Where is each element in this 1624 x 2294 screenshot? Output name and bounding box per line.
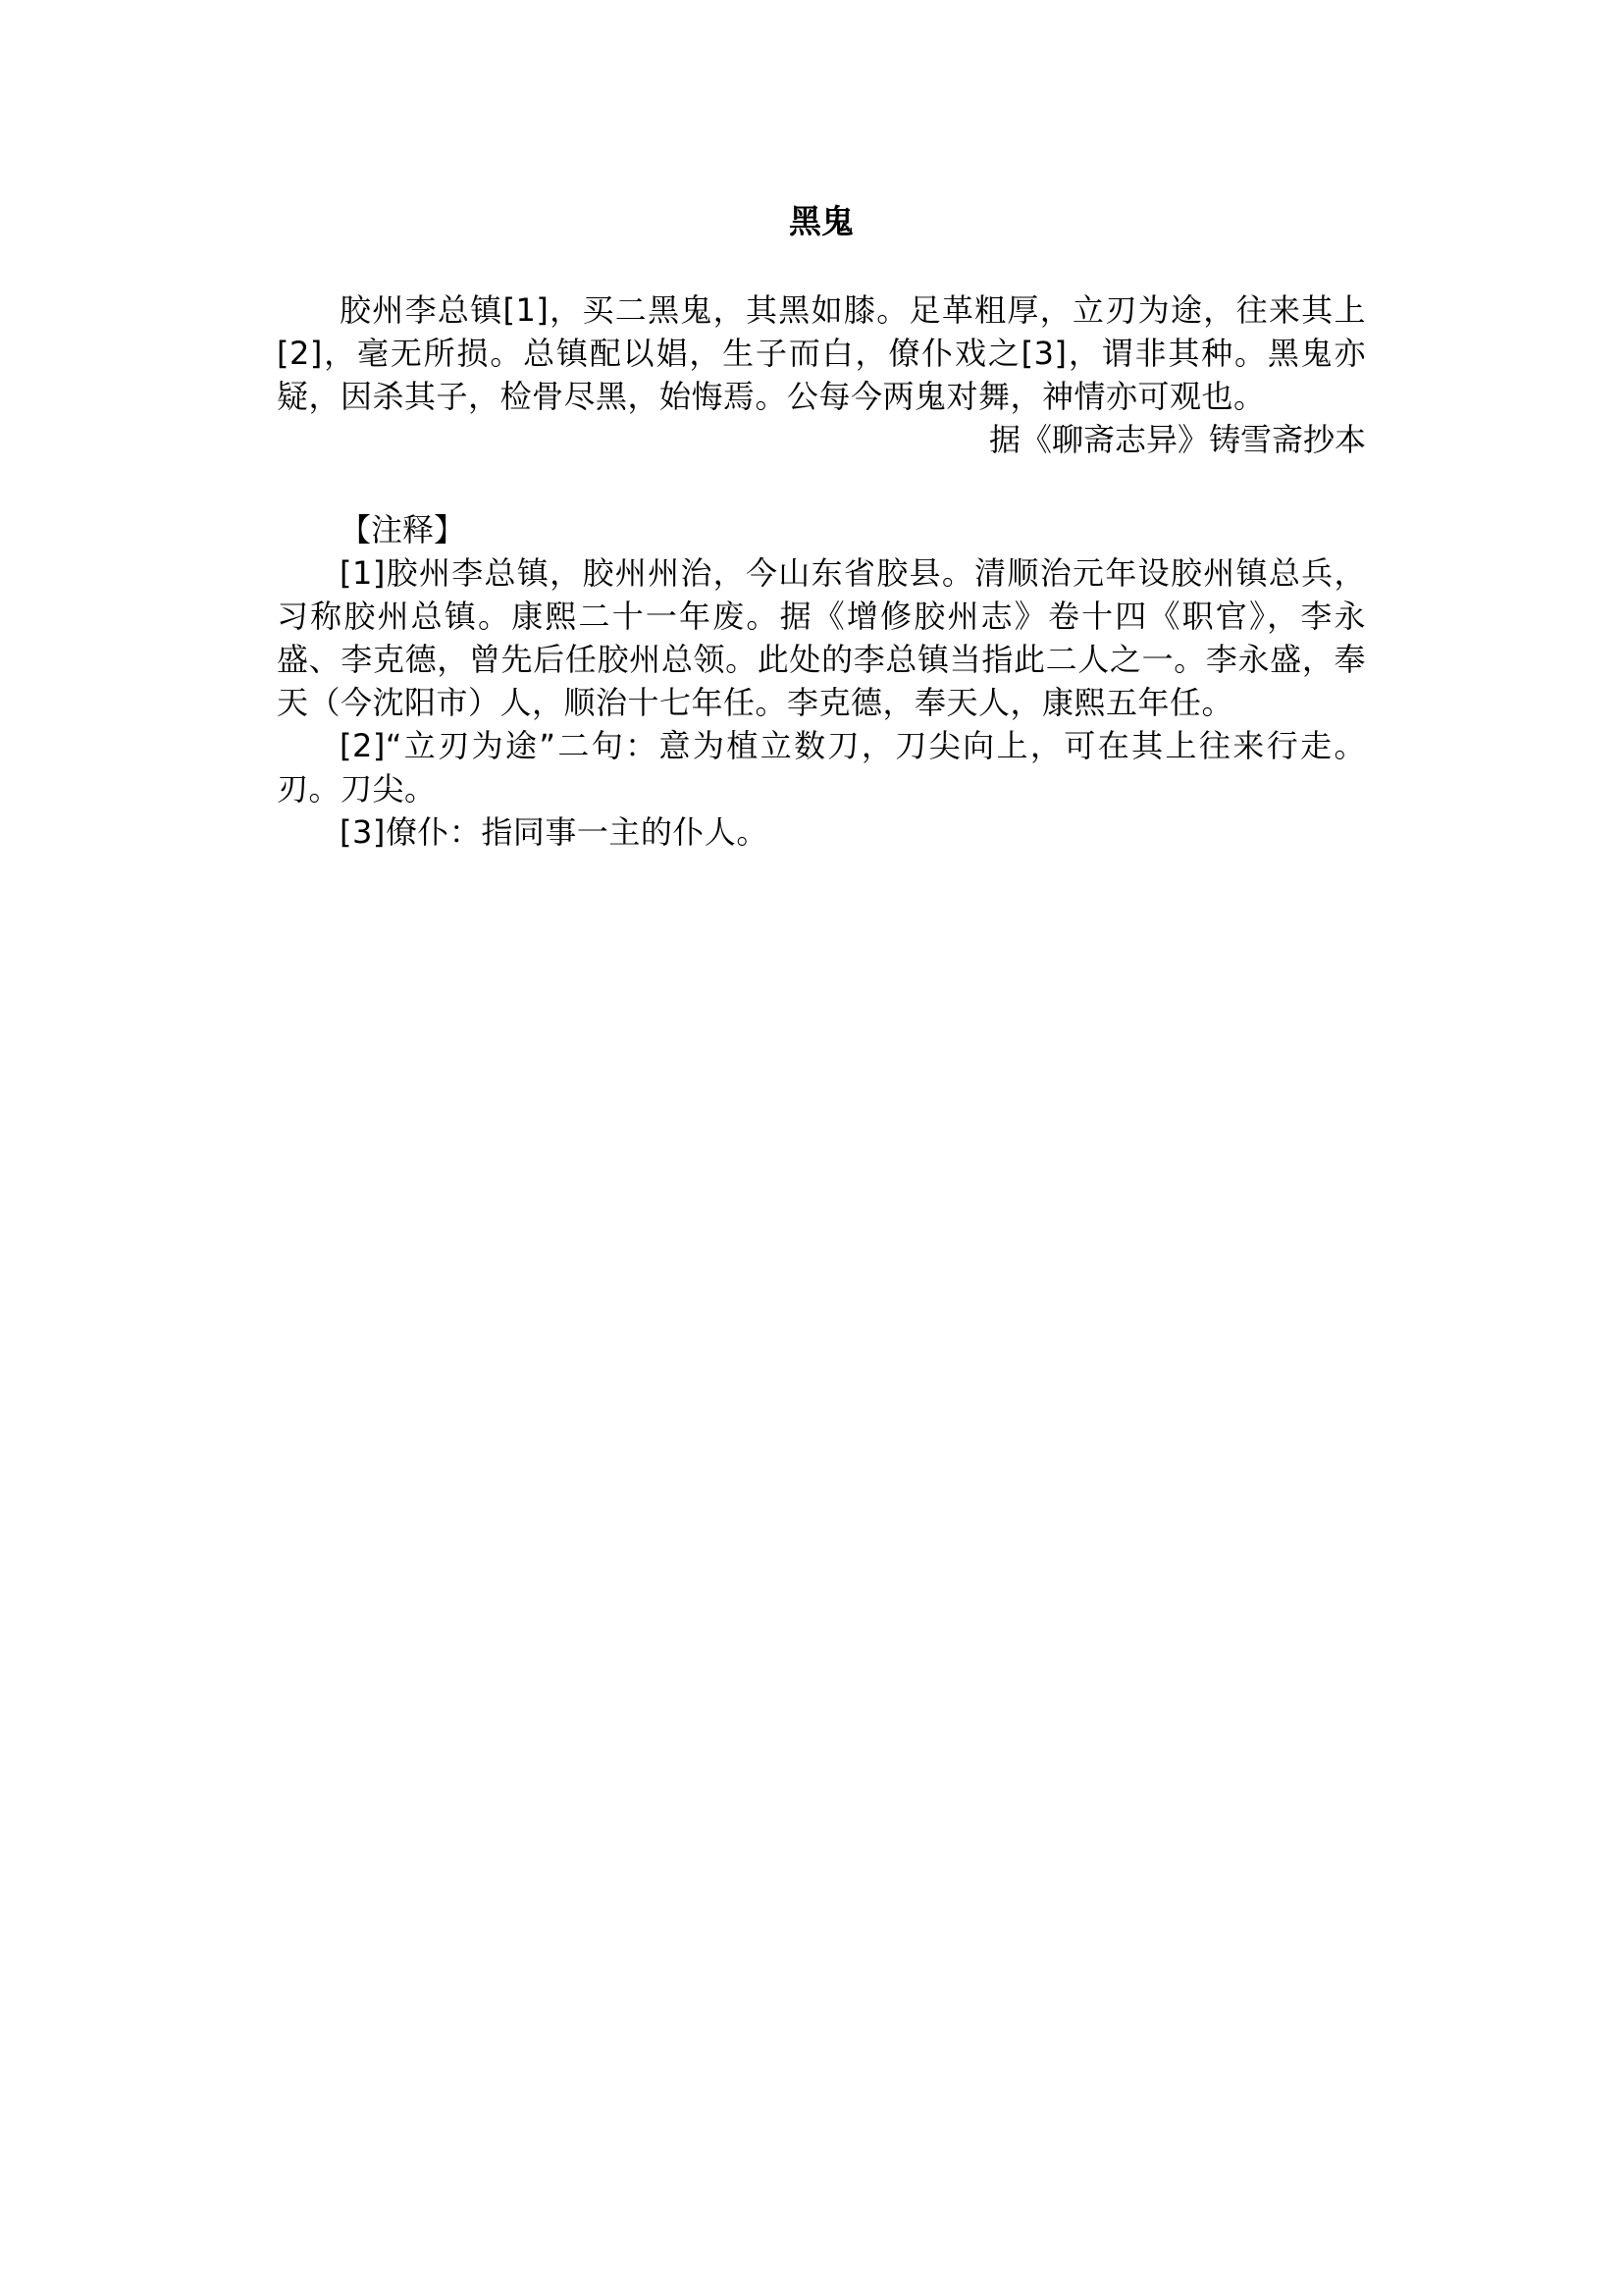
document-page xyxy=(277,196,1366,854)
document-title: 黑鬼 xyxy=(789,202,854,240)
main-text: 胶州李总镇[1]，买二黑鬼，其黑如膝。足革粗厚，立刃为途，往来其上[2]，毫无所损。总镇配以娼，生子而白，僚仆戏之[3]，谓非其种。黑鬼亦疑，因杀其子，检骨尽黑，始悔焉。公每今两鬼对舞，神情亦可观也。 xyxy=(277,291,1366,415)
notes-heading: 【注释】 xyxy=(340,511,466,548)
note-3: [3]僚仆：指同事一主的仆人。 xyxy=(340,813,768,851)
note-1: [1]胶州李总镇，胶州州治，今山东省胶县。清顺治元年设胶州镇总兵，习称胶州总镇。康熙二十一年废。据《增修胶州志》卷十四《职官》，李永盛、李克德，曾先后任胶州总领。此处的李总镇当指此二人之一。李永盛，奉天（今沈阳市）人，顺治十七年任。李克德，奉天人，康熙五年任。 xyxy=(277,554,1366,721)
note-2: [2]“立刃为途”二句：意为植立数刀，刀尖向上，可在其上往来行走。刃。刀尖。 xyxy=(277,727,1366,808)
source-citation: 据《聊斋志异》铸雪斋抄本 xyxy=(988,421,1366,458)
